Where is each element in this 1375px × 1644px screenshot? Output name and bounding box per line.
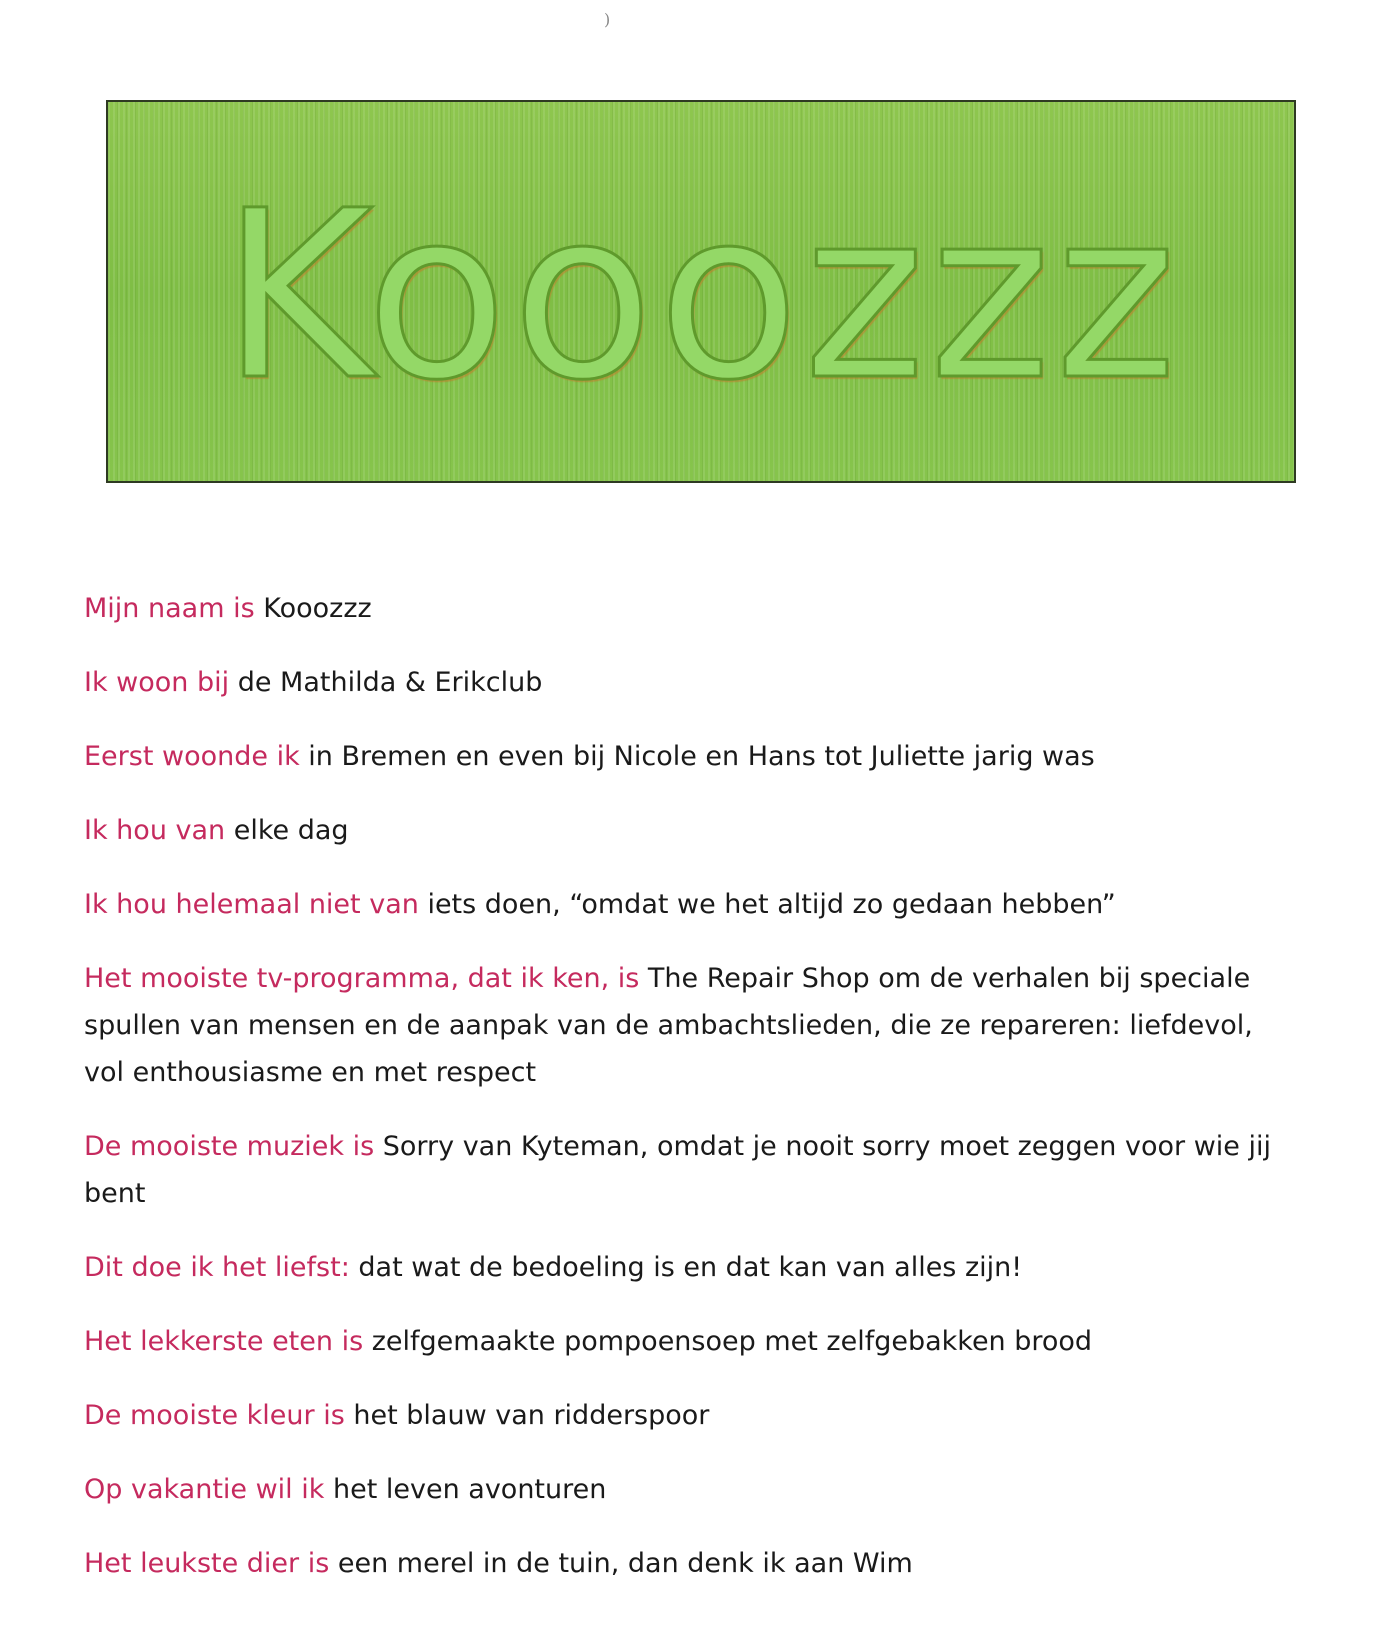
title-banner — [106, 100, 1296, 483]
profile-line-name — [84, 585, 1294, 632]
line-lead: Ik hou helemaal niet van — [84, 889, 419, 920]
line-lead: Het mooiste tv-programma, dat ik ken, is — [84, 963, 640, 994]
line-lead: De mooiste muziek is — [84, 1131, 375, 1162]
line-lead: De mooiste kleur is — [84, 1400, 345, 1431]
banner-title: Kooozzz — [221, 161, 1181, 431]
line-text: zelfgemaakte pompoensoep met zelfgebakken brood — [363, 1326, 1093, 1357]
profile-line-home — [84, 659, 1294, 706]
line-text: Sorry van Kyteman, omdat je nooit sorry moet zeggen voor wie jij bent — [84, 1131, 1271, 1209]
profile-line-animal — [84, 1540, 1294, 1587]
line-text: in Bremen en even bij Nicole en Hans tot Juliette jarig was — [299, 741, 1095, 772]
profile-line-tv-program — [84, 955, 1294, 1096]
line-text: The Repair Shop om de verhalen bij speciale spullen van mensen en de aanpak van de ambachtslieden, die ze repareren: liefdevol, vol enthousiasme en met respect — [84, 963, 1253, 1088]
line-text: de Mathilda & Erikclub — [229, 667, 543, 698]
line-text: iets doen, “omdat we het altijd zo gedaan hebben” — [418, 889, 1116, 920]
profile-line-music — [84, 1123, 1294, 1217]
line-text: Kooozzz — [254, 593, 372, 624]
line-lead: Het leukste dier is — [84, 1548, 330, 1579]
line-text: een merel in de tuin, dan denk ik aan Wim — [329, 1548, 913, 1579]
profile-line-likes — [84, 807, 1294, 854]
line-text: dat wat de bedoeling is en dat kan van alles zijn! — [349, 1252, 1023, 1283]
line-text: het leven avonturen — [324, 1474, 607, 1505]
line-lead: Dit doe ik het liefst: — [84, 1252, 350, 1283]
line-lead: Eerst woonde ik — [84, 741, 300, 772]
line-text: elke dag — [225, 815, 349, 846]
profile-line-color — [84, 1392, 1294, 1439]
line-lead: Het lekkerste eten is — [84, 1326, 364, 1357]
line-text: het blauw van ridderspoor — [344, 1400, 710, 1431]
line-lead: Op vakantie wil ik — [84, 1474, 325, 1505]
line-lead: Ik hou van — [84, 815, 226, 846]
profile-list — [84, 585, 1294, 1614]
scan-speck: ) — [604, 10, 611, 29]
line-lead: Mijn naam is — [84, 593, 255, 624]
profile-line-vacation — [84, 1466, 1294, 1513]
profile-line-food — [84, 1318, 1294, 1365]
profile-line-favorite-activity — [84, 1244, 1294, 1291]
line-lead: Ik woon bij — [84, 667, 230, 698]
profile-line-dislikes — [84, 881, 1294, 928]
profile-line-previous-home — [84, 733, 1294, 780]
